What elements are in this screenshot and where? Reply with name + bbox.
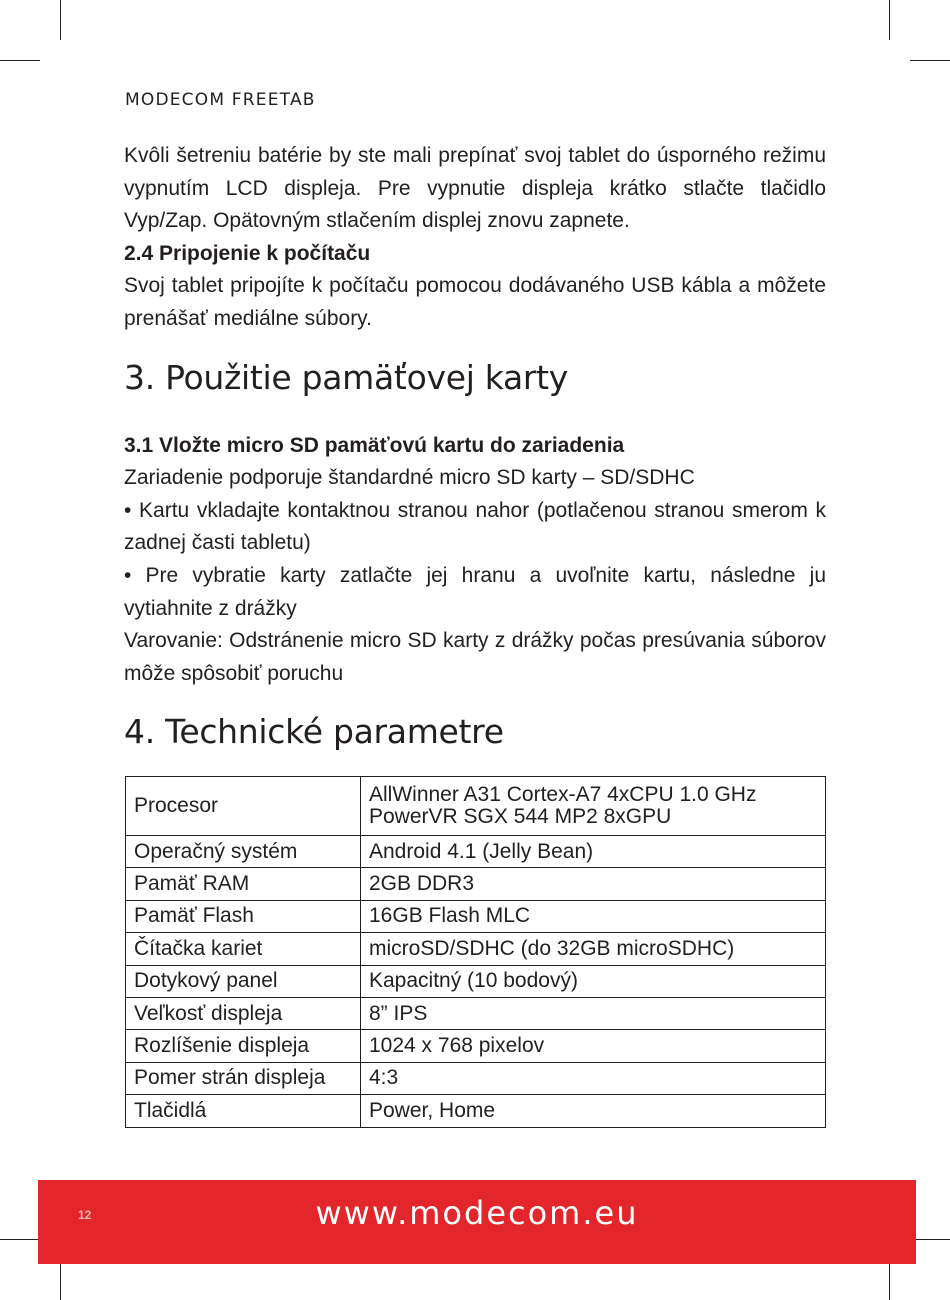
footer-bar [38, 1180, 916, 1264]
crop-mark [0, 60, 40, 61]
spec-key: Rozlíšenie displeja [126, 1030, 361, 1062]
spec-value: microSD/SDHC (do 32GB microSDHC) [361, 933, 826, 965]
spec-key: Veľkosť displeja [126, 997, 361, 1029]
spec-key: Pamäť Flash [126, 900, 361, 932]
spec-value: Android 4.1 (Jelly Bean) [361, 836, 826, 868]
spec-value: 2GB DDR3 [361, 868, 826, 900]
running-header: MODECOM FREETAB [125, 90, 316, 110]
bullet-remove-card: • Pre vybratie karty zatlačte jej hranu a uvoľnite kartu, následne ju vytiahnite z drážky [124, 563, 826, 620]
warning-paragraph: Varovanie: Odstránenie micro SD karty z drážky počas presúvania súborov môže spôsobiť poruchu [124, 629, 826, 685]
spec-value [361, 777, 826, 836]
table-row [126, 836, 826, 868]
table-row [126, 777, 826, 836]
sd-support-paragraph: Zariadenie podporuje štandardné micro SD karty – SD/SDHC [124, 466, 695, 490]
spec-value: 8” IPS [361, 997, 826, 1029]
intro-paragraph-pc-connection: Svoj tablet pripojíte k počítaču pomocou dodávaného USB kábla a môžete prenášať mediálne súbory. [124, 274, 826, 330]
table-row [126, 900, 826, 932]
spec-value: Kapacitný (10 bodový) [361, 965, 826, 997]
spec-key: Pomer strán displeja [126, 1062, 361, 1094]
crop-mark [910, 60, 950, 61]
spec-key: Dotykový panel [126, 965, 361, 997]
page-content [124, 140, 826, 751]
table-row [126, 997, 826, 1029]
bullet-insert-card: • Kartu vkladajte kontaktnou stranou nahor (potlačenou stranou smerom k zadnej časti tabletu) [124, 498, 826, 555]
table-row [126, 965, 826, 997]
table-row [126, 1030, 826, 1062]
page-number: 12 [78, 1208, 92, 1222]
spec-key: Operačný systém [126, 836, 361, 868]
spec-value: 16GB Flash MLC [361, 900, 826, 932]
spec-key: Tlačidlá [126, 1095, 361, 1127]
table-row [126, 868, 826, 900]
spec-value: 4:3 [361, 1062, 826, 1094]
spec-value: 1024 x 768 pixelov [361, 1030, 826, 1062]
crop-mark [889, 1262, 890, 1300]
table-row [126, 1062, 826, 1094]
spec-value: Power, Home [361, 1095, 826, 1127]
footer-url: www.modecom.eu [315, 1194, 639, 1232]
spec-key: Čítačka kariet [126, 933, 361, 965]
spec-value-line: PowerVR SGX 544 MP2 8xGPU [369, 805, 672, 828]
table-row [126, 933, 826, 965]
crop-mark [0, 1239, 40, 1240]
intro-paragraph-power-saving: Kvôli šetreniu batérie by ste mali prepínať svoj tablet do úsporného režimu vypnutím LCD displeja. Pre vypnutie displeja krátko stlačte tlačidlo Vyp/Zap. Opätovným stlačením displej znovu zapnete. [124, 144, 826, 233]
crop-mark [889, 0, 890, 40]
subheading-2-4: 2.4 Pripojenie k počítaču [124, 241, 371, 265]
crop-mark [60, 0, 61, 40]
crop-mark [910, 1239, 950, 1240]
subheading-3-1: 3.1 Vložte micro SD pamäťovú kartu do zariadenia [124, 433, 625, 457]
crop-mark [60, 1262, 61, 1300]
spec-key: Procesor [126, 777, 361, 836]
section-title-3: 3. Použitie pamäťovej karty [124, 357, 569, 397]
section-title-4: 4. Technické parametre [124, 712, 504, 752]
specs-table [125, 776, 826, 1128]
spec-key: Pamäť RAM [126, 868, 361, 900]
table-row [126, 1095, 826, 1127]
spec-value-line: AllWinner A31 Cortex-A7 4xCPU 1.0 GHz [369, 783, 757, 806]
